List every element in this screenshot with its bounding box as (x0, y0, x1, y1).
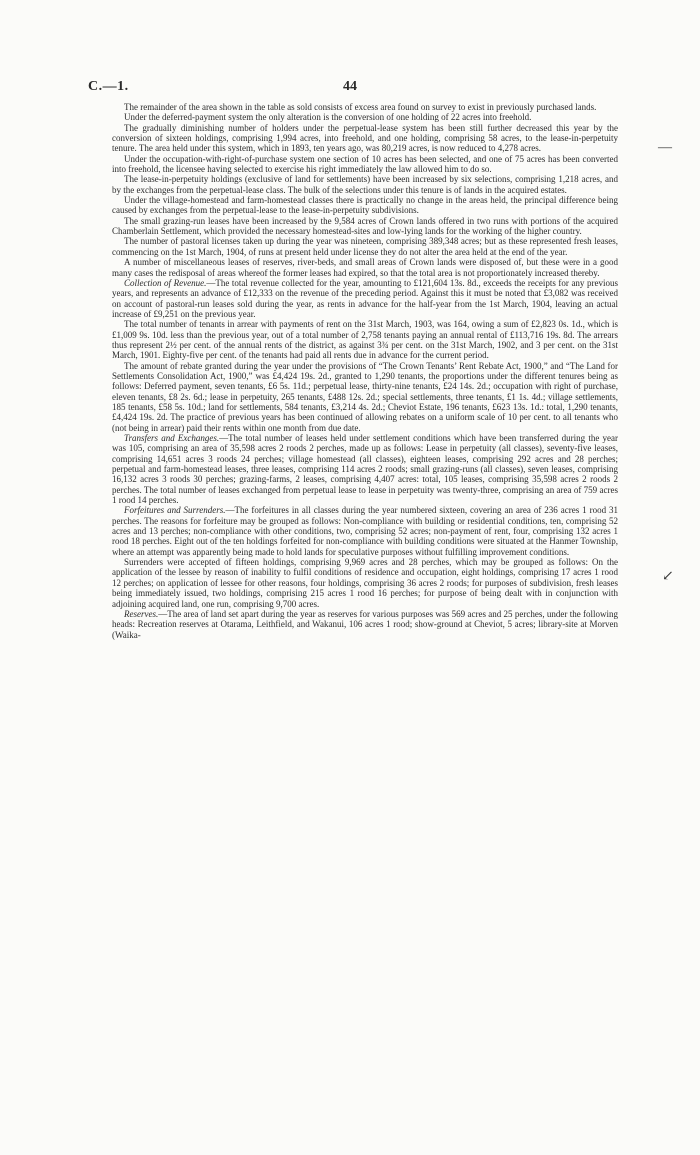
paragraph: The amount of rebate granted during the year under the provisions of “The Crown Tenants’ Rent Rebate Act, 1900,” and “The Land for Settlements Consolidation Act, 1900,” was £4,424 19s. 2d., granted to 1,290 tenants, the proportions under the different tenures being as follows: Deferred payment, seven tenants, £6 5s. 11d.; perpetual lease, thirty-nine tenants, £24 14s. 2d.; occupation with right of purchase, eleven tenants, £8 2s. 6d.; lease in perpetuity, 265 tenants, £488 12s. 2d.; special settlements, three tenants, £1 1s. 4d.; village settlements, 185 tenants, £58 5s. 10d.; land for settlements, 584 tenants, £3,214 4s. 2d.; Cheviot Estate, 196 tenants, £623 13s. 1d.: total, 1,290 tenants, £4,424 19s. 2d. The practice of previous years has been continued of allowing rebates on a uniform scale of 10 per cent. to all tenants who (not being in arrear) paid their rents within one month from due date. (112, 360, 618, 433)
body-text (112, 102, 618, 640)
page-number: 44 (343, 79, 357, 94)
paragraph: Under the village-homestead and farm-homestead classes there is practically no change in the areas held, the principal difference being caused by exchanges from the perpetual-lease to the lease-in-perpetuity subdivisions. (112, 195, 618, 216)
paragraph: The remainder of the area shown in the table as sold consists of excess area found on survey to exist in previously purchased lands. (124, 102, 597, 112)
paragraph: The lease-in-perpetuity holdings (exclusive of land for settlements) have been increased by six selections, comprising 1,218 acres, and by the exchanges from the perpetual-lease class. The bulk of the selections under this tenure is of lands in the acquired estates. (112, 174, 618, 195)
paragraph: Under the deferred-payment system the only alteration is the conversion of one holding of 22 acres into freehold. (124, 112, 532, 123)
paragraph: Surrenders were accepted of fifteen holdings, comprising 9,969 acres and 28 perches, which may be grouped as follows: On the application of the lessee by reason of inability to fulfil conditions of residence and occupation, eight holdings, comprising 17 acres 1 rood 12 perches; on application of lessee for other reasons, four holdings, comprising 36 acres 2 roods; for purposes of subdivision, fresh leases being immediately issued, two holdings, comprising 215 acres 1 rood 16 perches; for purpose of being dealt with in conjunction with adjoining acquired land, one run, comprising 9,700 acres. (112, 557, 618, 609)
paragraph: The total number of tenants in arrear with payments of rent on the 31st March, 1903, was 164, owing a sum of £2,823 0s. 1d., which is £1,009 9s. 10d. less than the previous year, out of a total number of 2,758 tenants paying an annual rental of £113,716 19s. 8d. The arrears thus represent 2½ per cent. of the annual rents of the district, as against 3¾ per cent. on the 31st March, 1902, and 3 per cent. on the 31st March, 1901. Eighty-five per cent. of the tenants had paid all rents due in advance for the current period. (112, 319, 618, 361)
paragraph: The number of pastoral licenses taken up during the year was nineteen, comprising 389,348 acres; but as these represented fresh leases, commencing on the 1st March, 1904, of runs at present held under license they do not alter the area held at the end of the year. (112, 236, 618, 257)
paragraph-forfeitures-and-surrenders: Forfeitures and Surrenders.—The forfeitures in all classes during the year numbered sixteen, covering an area of 236 acres 1 rood 31 perches. The reasons for forfeiture may be grouped as follows: Non-compliance with building or residential conditions, ten, comprising 52 acres and 13 perches; non-compliance with other conditions, two, comprising 52 acres; non-payment of rent, four, comprising 132 acres 1 rood 18 perches. Eight out of the ten holdings forfeited for non-compliance with building conditions were situated at the Hanmer Township, where an attempt was apparently being made to hold lands for speculative purposes without fulfilling improvement conditions. (112, 505, 619, 557)
margin-arrow-mark-icon: ↙ (662, 569, 674, 584)
margin-dash-mark-icon: — (658, 140, 672, 155)
paragraph-transfers-and-exchanges: Transfers and Exchanges.—The total number of leases held under settlement conditions which have been transferred during the year was 105, comprising an area of 35,598 acres 2 roods 2 perches, made up as follows: Lease in perpetuity (all classes), seventy-five leases, comprising 14,651 acres 3 roods 24 perches; village homestead (all classes), eighteen leases, comprising 292 acres and 28 perches; perpetual and farm-homestead leases, three leases, comprising 114 acres 2 roods; small grazing-runs (all classes), seven leases, comprising 16,132 acres 3 roods 30 perches; grazing-farms, 2 leases, comprising 4,407 acres: total, 105 leases, comprising 35,598 acres 2 roods 2 perches. The total number of leases exchanged from perpetual lease to lease in perpetuity was twenty-three, comprising an area of 759 acres 1 rood 14 perches. (112, 433, 619, 506)
paragraph: Under the occupation-with-right-of-purchase system one section of 10 acres has been selected, and one of 75 acres has been converted into freehold, the licensee having selected to exercise his right immediately the law allowed him to do so. (112, 153, 618, 175)
paragraph: The gradually diminishing number of holders under the perpetual-lease system has been still further decreased this year by the conversion of sixteen holdings, comprising 1,994 acres, into freehold, and one holding, comprising 58 acres, to the lease-in-perpetuity tenure. The area held under this system, which in 1893, ten years ago, was 80,219 acres, is now reduced to 4,278 acres. (112, 122, 618, 154)
section-heading: Forfeitures and Surrenders. (124, 505, 226, 516)
paragraph-reserves: Reserves.—The area of land set apart during the year as reserves for various purposes was 569 acres and 25 perches, under the following heads: Recreation reserves at Otarama, Leithfield, and Wakanui, 106 acres 1 rood; show-ground at Cheviot, 5 acres; library-site at Morven (Waika- (112, 608, 618, 640)
document-reference: C.—1. (88, 79, 129, 94)
section-heading: Collection of Revenue. (124, 277, 207, 288)
section-heading: Reserves. (124, 608, 159, 619)
paragraph-collection-of-revenue: Collection of Revenue.—The total revenue collected for the year, amounting to £121,604 13s. 8d., exceeds the receipts for any previous years, and represents an advance of £12,333 on the revenue of the preceding period. Against this it must be noted that £3,082 was received on account of pastoral-run leases sold during the year, as rents in advance for the half-year from the 1st March, 1904, leaving an actual increase of £9,251 on the previous year. (112, 277, 618, 319)
paragraph: A number of miscellaneous leases of reserves, river-beds, and small areas of Crown lands were disposed of, but these were in a good many cases the redisposal of areas whereof the former leases had expired, so that the total area is not proportionately increased thereby. (112, 257, 618, 278)
section-heading: Transfers and Exchanges. (124, 433, 220, 443)
paragraph: The small grazing-run leases have been increased by the 9,584 acres of Crown lands offered in two runs with portions of the acquired Chamberlain Settlement, which provided the necessary homestead-sites and low-lying lands for the working of the higher country. (112, 215, 618, 237)
